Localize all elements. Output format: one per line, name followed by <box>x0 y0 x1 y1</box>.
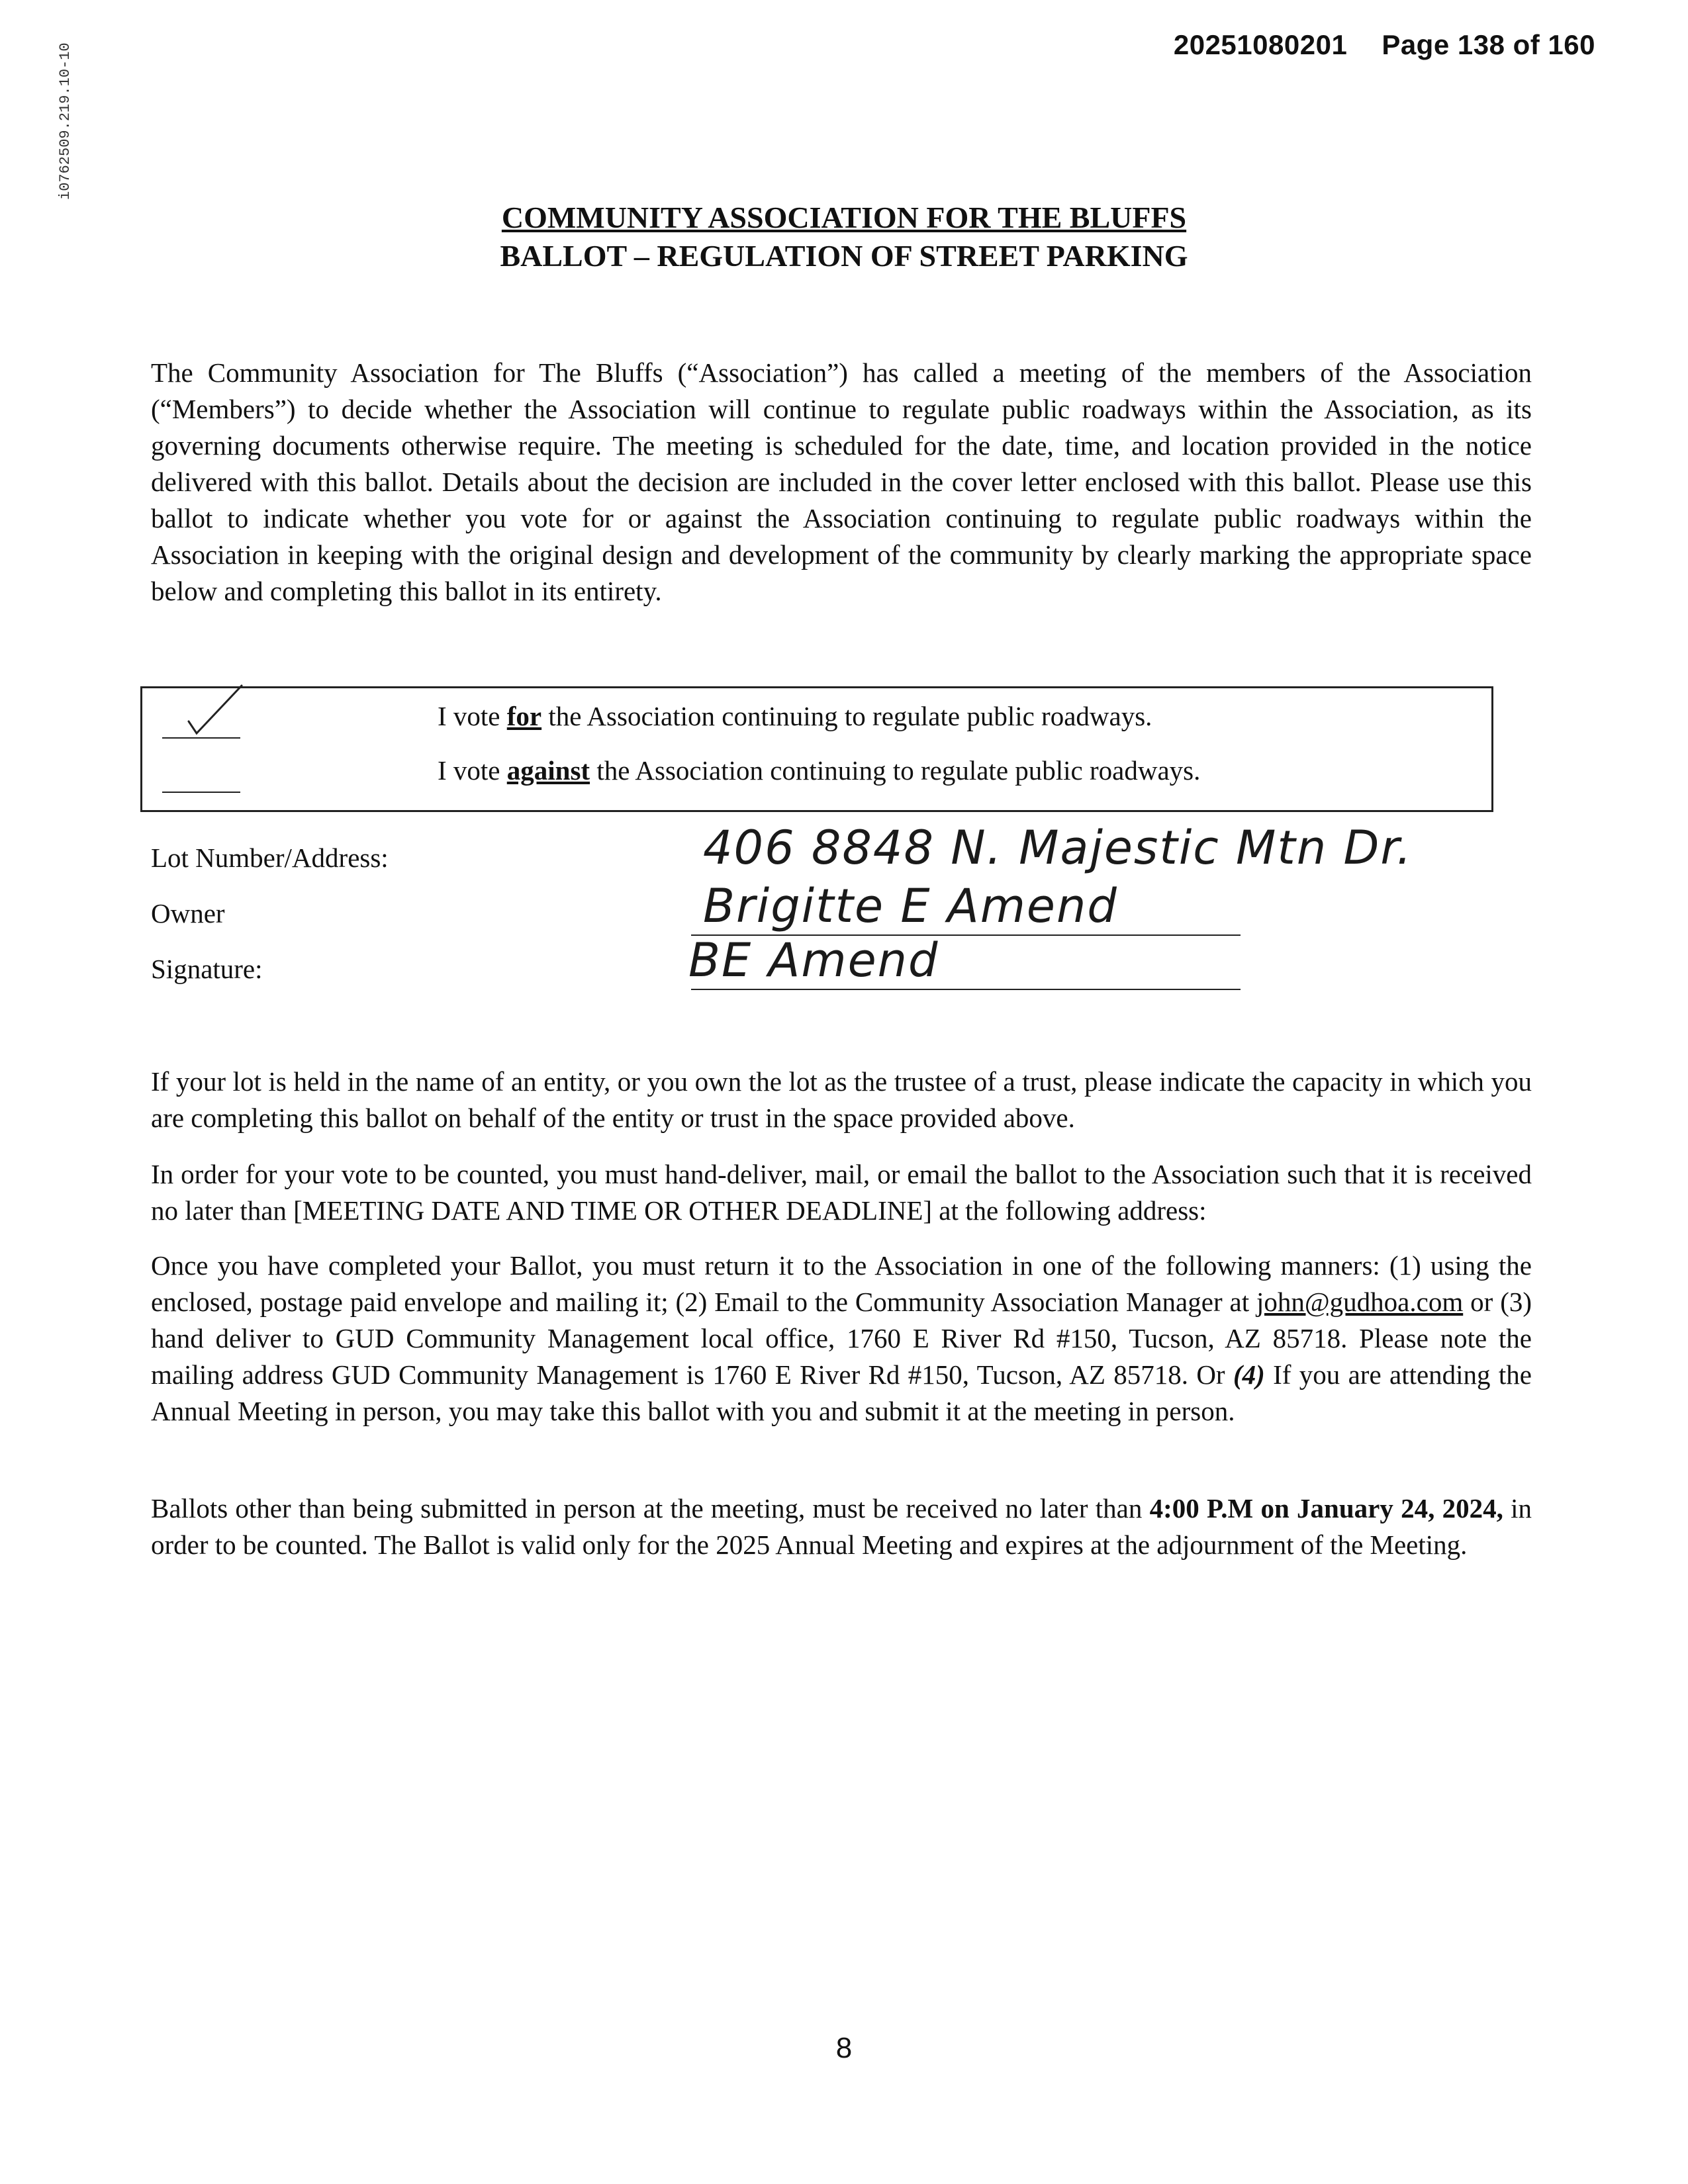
signature-handwritten[interactable]: BE Amend <box>688 933 939 987</box>
vote-for-text: I vote for the Association continuing to regulate public roadways. <box>438 701 1152 731</box>
vote-against-blank[interactable] <box>162 754 240 793</box>
final-deadline-paragraph: Ballots other than being submitted in person at the meeting, must be received no later than 4:00 P.M on January 24, 2024, in order to be counted. The Ballot is valid only for the 2025 Annual Meeting and expires at the adjournment of the Meeting. <box>151 1493 1532 1560</box>
signature-label: Signature: <box>151 954 263 984</box>
lot-value-handwritten[interactable]: 406 8848 N. Majestic Mtn Dr. <box>703 821 1413 875</box>
ballot-title <box>0 199 1688 275</box>
vote-against-text: I vote against the Association continuing to regulate public roadways. <box>438 755 1201 786</box>
document-number: 20251080201 <box>1173 29 1348 60</box>
entity-paragraph: If your lot is held in the name of an entity, or you own the lot as the trustee of a trust, please indicate the capacity in which you are completing this ballot on behalf of the entity or trust in the space provided above. <box>151 1066 1532 1133</box>
return-instructions-paragraph: Once you have completed your Ballot, you must return it to the Association in one of the following manners: (1) using the enclosed, postage paid envelope and mailing it; (2) Email to the Community Association Manager at john@gudhoa.com or (3) hand deliver to GUD Community Management local office, 1760 E River Rd #150, Tucson, AZ 85718. Please note the mailing address GUD Community Management is 1760 E River Rd #150, Tucson, AZ 85718. Or (4) If you are attending the Annual Meeting in person, you may take this ballot with you and submit it at the meeting in person. <box>151 1250 1532 1426</box>
vote-options-box <box>140 686 1493 812</box>
page-number: 8 <box>835 2032 853 2064</box>
check-mark-icon <box>162 683 248 743</box>
owner-value-handwritten[interactable]: Brigitte E Amend <box>703 879 1118 933</box>
deadline-paragraph: In order for your vote to be counted, you must hand-deliver, mail, or email the ballot to the Association such that it is received no later than [MEETING DATE AND TIME OR OTHER DEADLINE] at the following address: <box>151 1159 1532 1226</box>
association-title: COMMUNITY ASSOCIATION FOR THE BLUFFS <box>501 201 1187 234</box>
document-stamp <box>1174 29 1595 61</box>
owner-label: Owner <box>151 898 225 929</box>
intro-paragraph: The Community Association for The Bluffs (“Association”) has called a meeting of the members of the Association (“Members”) to decide whether the Association will continue to regulate public roadways within the Association, as its governing documents otherwise require. The meeting is scheduled for the date, time, and location provided in the notice delivered with this ballot. Details about the decision are included in the cover letter enclosed with this ballot. Please use this ballot to indicate whether you vote for or against the Association continuing to regulate public roadways within the Association in keeping with the original design and development of the community by clearly marking the appropriate space below and completing this ballot in its entirety. <box>151 357 1532 606</box>
lot-label: Lot Number/Address: <box>151 842 389 873</box>
email-link[interactable]: john@gudhoa.com <box>1256 1287 1464 1317</box>
side-id: i0762509.219.10-10 <box>57 42 73 200</box>
ballot-subtitle: BALLOT – REGULATION OF STREET PARKING <box>500 239 1188 273</box>
signature-line <box>691 989 1241 990</box>
page-label: Page 138 of 160 <box>1382 29 1595 60</box>
